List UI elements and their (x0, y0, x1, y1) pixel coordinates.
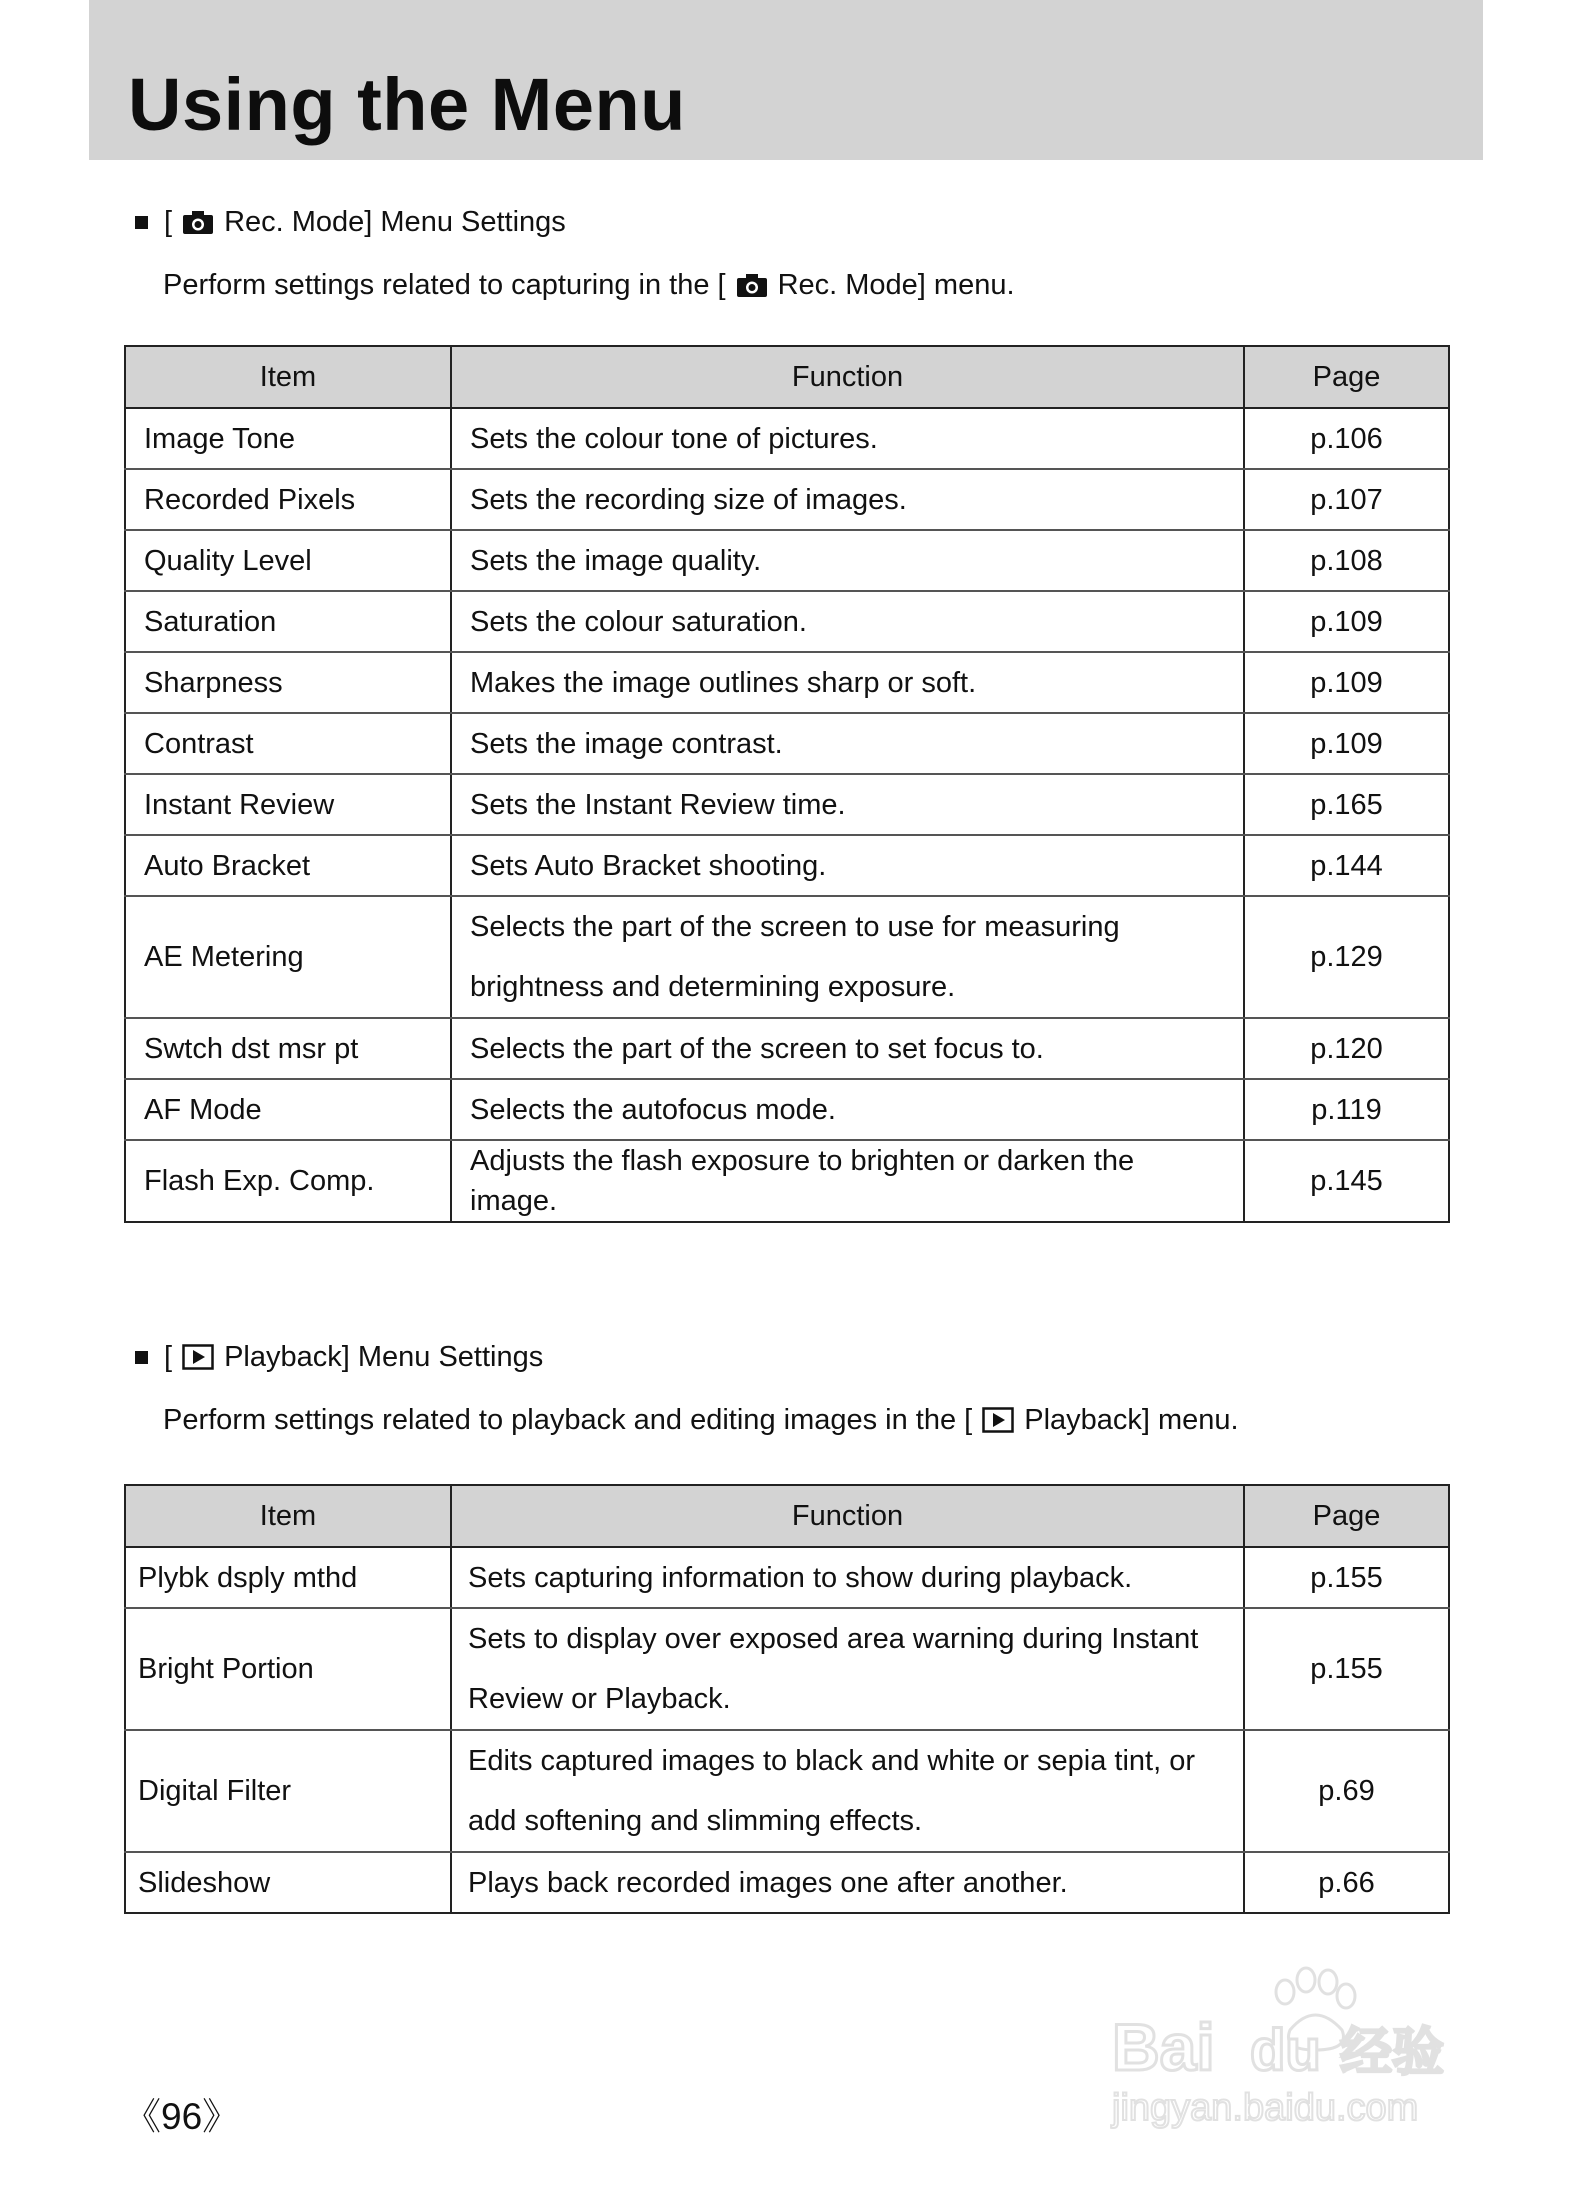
play-icon (182, 1344, 214, 1370)
page-cell: p.155 (1244, 1547, 1449, 1608)
item-cell: Bright Portion (125, 1608, 451, 1730)
page-cell: p.109 (1244, 591, 1449, 652)
square-bullet-icon (135, 1351, 148, 1364)
item-cell: Digital Filter (125, 1730, 451, 1852)
page-cell: p.120 (1244, 1018, 1449, 1079)
column-header-function: Function (451, 1485, 1244, 1547)
item-cell: AE Metering (125, 896, 451, 1018)
function-cell (451, 1608, 1244, 1730)
function-cell: Sets the colour tone of pictures. (451, 408, 1244, 469)
square-bullet-icon (135, 216, 148, 229)
item-cell: Sharpness (125, 652, 451, 713)
table-row (125, 530, 1449, 591)
column-header-item: Item (125, 1485, 451, 1547)
column-header-page: Page (1244, 1485, 1449, 1547)
table-row (125, 1079, 1449, 1140)
item-cell: Instant Review (125, 774, 451, 835)
item-cell: Quality Level (125, 530, 451, 591)
page-cell: p.145 (1244, 1140, 1449, 1222)
page-number: 《96》 (124, 2096, 240, 2137)
table-row (125, 713, 1449, 774)
table-row (125, 1608, 1449, 1730)
watermark-url: jingyan.baidu.com (1112, 2087, 1419, 2129)
watermark-cn-text: 经验 (1340, 2023, 1445, 2083)
item-cell: Swtch dst msr pt (125, 1018, 451, 1079)
column-header-function: Function (451, 346, 1244, 408)
function-cell: Sets capturing information to show during playback. (451, 1547, 1244, 1608)
table-row (125, 469, 1449, 530)
table-row (125, 652, 1449, 713)
camera-icon (182, 209, 214, 235)
item-cell: Auto Bracket (125, 835, 451, 896)
item-cell: Recorded Pixels (125, 469, 451, 530)
page-cell: p.108 (1244, 530, 1449, 591)
item-cell: Image Tone (125, 408, 451, 469)
table-row (125, 591, 1449, 652)
baidu-jingyan-watermark (1100, 1950, 1480, 2140)
table-row (125, 1018, 1449, 1079)
function-cell: Sets the recording size of images. (451, 469, 1244, 530)
column-header-item: Item (125, 346, 451, 408)
page-cell: p.165 (1244, 774, 1449, 835)
function-cell: Makes the image outlines sharp or soft. (451, 652, 1244, 713)
page-cell: p.129 (1244, 896, 1449, 1018)
function-cell (451, 1730, 1244, 1852)
rec-menu-table (124, 345, 1450, 1223)
playback-section-description: Perform settings related to playback and editing images in the [ Playback] menu. (163, 1404, 1239, 1436)
page-cell: p.144 (1244, 835, 1449, 896)
page-cell: p.155 (1244, 1608, 1449, 1730)
camera-icon (736, 272, 768, 298)
column-header-page: Page (1244, 346, 1449, 408)
page-cell: p.69 (1244, 1730, 1449, 1852)
table-row (125, 1730, 1449, 1852)
playback-menu-table (124, 1484, 1450, 1914)
table-row (125, 835, 1449, 896)
item-cell: Slideshow (125, 1852, 451, 1913)
rec-section-description: Perform settings related to capturing in the [ Rec. Mode] menu. (163, 269, 1015, 301)
table-row (125, 1852, 1449, 1913)
function-line: add softening and slimming effects. (468, 1805, 923, 1837)
function-cell: Selects the part of the screen to set focus to. (451, 1018, 1244, 1079)
page-cell: p.109 (1244, 652, 1449, 713)
watermark-brand-du: du (1250, 2018, 1321, 2083)
table-row (125, 408, 1449, 469)
function-line: brightness and determining exposure. (470, 971, 956, 1003)
function-line: Review or Playback. (468, 1683, 731, 1715)
function-line: Selects the part of the screen to use for measuring (470, 911, 1120, 943)
page-cell: p.109 (1244, 713, 1449, 774)
play-icon (982, 1407, 1014, 1433)
table-row (125, 1547, 1449, 1608)
page-cell: p.106 (1244, 408, 1449, 469)
function-cell (451, 896, 1244, 1018)
function-cell: Sets Auto Bracket shooting. (451, 835, 1244, 896)
function-cell: Sets the image quality. (451, 530, 1244, 591)
item-cell: AF Mode (125, 1079, 451, 1140)
function-cell: Sets the Instant Review time. (451, 774, 1244, 835)
item-cell: Flash Exp. Comp. (125, 1140, 451, 1222)
item-cell: Saturation (125, 591, 451, 652)
page-cell: p.119 (1244, 1079, 1449, 1140)
function-line: Edits captured images to black and white or sepia tint, or (468, 1745, 1195, 1777)
function-cell: Sets the image contrast. (451, 713, 1244, 774)
item-cell: Plybk dsply mthd (125, 1547, 451, 1608)
item-cell: Contrast (125, 713, 451, 774)
table-header-row (125, 1485, 1449, 1547)
playback-section-heading: [ Playback] Menu Settings (135, 1337, 543, 1377)
function-cell: Sets the colour saturation. (451, 591, 1244, 652)
page-title: Using the Menu (128, 63, 686, 146)
rec-section-heading: [ Rec. Mode] Menu Settings (135, 202, 566, 242)
function-cell: Selects the autofocus mode. (451, 1079, 1244, 1140)
function-cell: Adjusts the flash exposure to brighten or darken the image. (451, 1140, 1244, 1222)
function-line: Sets to display over exposed area warning during Instant (468, 1623, 1199, 1655)
page-cell: p.107 (1244, 469, 1449, 530)
table-row (125, 774, 1449, 835)
table-row (125, 1140, 1449, 1222)
table-row (125, 896, 1449, 1018)
page-cell: p.66 (1244, 1852, 1449, 1913)
table-header-row (125, 346, 1449, 408)
function-cell: Plays back recorded images one after another. (451, 1852, 1244, 1913)
watermark-brand: Bai (1112, 2010, 1215, 2084)
